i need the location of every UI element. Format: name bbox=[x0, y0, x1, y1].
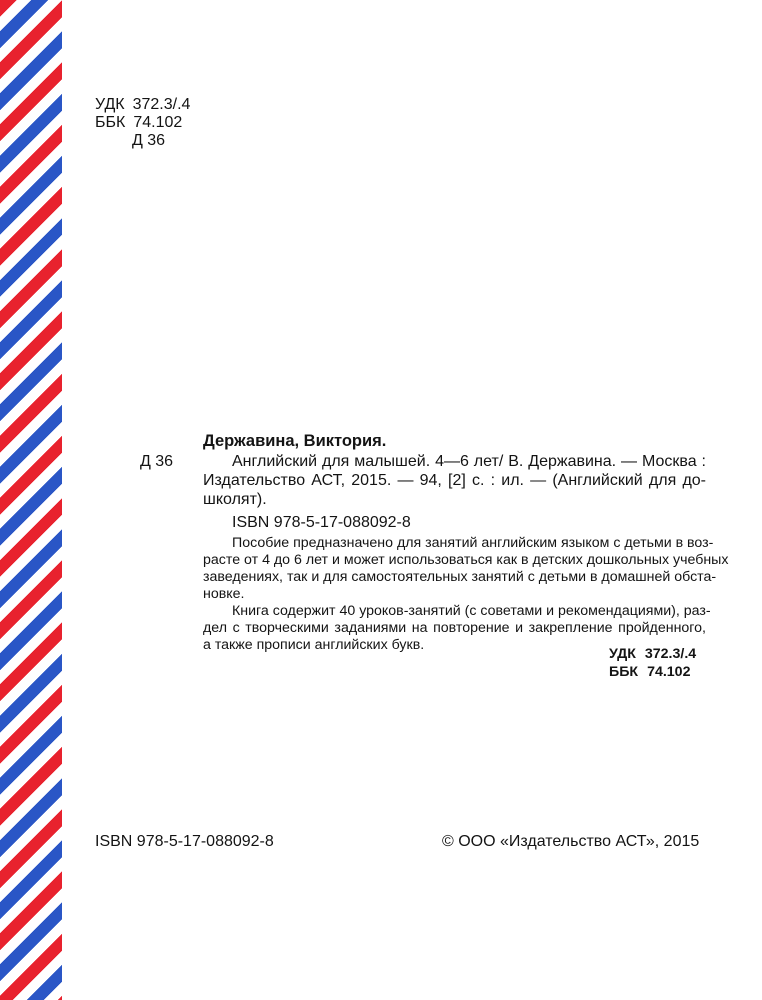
footer-copyright: © ООО «Издательство АСТ», 2015 bbox=[442, 833, 700, 850]
card-abstract-line-4: новке. bbox=[203, 586, 245, 602]
top-udk-label: УДК bbox=[95, 96, 125, 113]
card-author-mark: Д 36 bbox=[140, 453, 174, 470]
card-bbk bbox=[609, 664, 690, 681]
top-bbk-value: 74.102 bbox=[133, 114, 183, 131]
card-abstract-line-5: Книга содержит 40 уроков-занятий (с советами и рекомендациями), раз- bbox=[232, 603, 711, 619]
card-abstract-line-3: заведениях, так и для самостоятельных занятий с детьми в домашней обста- bbox=[203, 569, 717, 585]
card-abstract-line-2: расте от 4 до 6 лет и может использоваться как в детских дошкольных учебных bbox=[203, 552, 729, 568]
card-bbk-value: 74.102 bbox=[647, 664, 691, 680]
card-udk bbox=[609, 646, 696, 663]
card-abstract-line-6: дел с творческими заданиями на повторение и закрепление пройденного, bbox=[203, 620, 706, 636]
card-udk-label: УДК bbox=[609, 646, 636, 662]
footer-isbn: ISBN 978-5-17-088092-8 bbox=[95, 833, 274, 850]
card-author: Державина, Виктория. bbox=[203, 432, 387, 450]
card-udk-value: 372.3/.4 bbox=[644, 646, 697, 662]
top-udk-value: 372.3/.4 bbox=[132, 96, 191, 113]
card-description-line-2: Издательство АСТ, 2015. — 94, [2] с. : ил. — (Английский для до- bbox=[203, 472, 706, 489]
card-isbn: ISBN 978-5-17-088092-8 bbox=[232, 514, 411, 531]
card-description-line-3: школят). bbox=[203, 491, 267, 508]
top-bbk bbox=[95, 113, 182, 132]
card-description-line-1: Английский для малышей. 4—6 лет/ В. Державина. — Москва : bbox=[232, 453, 706, 470]
card-abstract-line-1: Пособие предназначено для занятий английским языком с детьми в воз- bbox=[232, 535, 714, 551]
top-udk bbox=[95, 95, 190, 114]
card-abstract-line-7: а также прописи английских букв. bbox=[203, 637, 425, 653]
airmail-stripe-border bbox=[0, 0, 62, 1000]
top-bbk-label: ББК bbox=[95, 114, 126, 131]
card-bbk-label: ББК bbox=[609, 664, 639, 680]
top-author-mark: Д 36 bbox=[132, 132, 166, 149]
